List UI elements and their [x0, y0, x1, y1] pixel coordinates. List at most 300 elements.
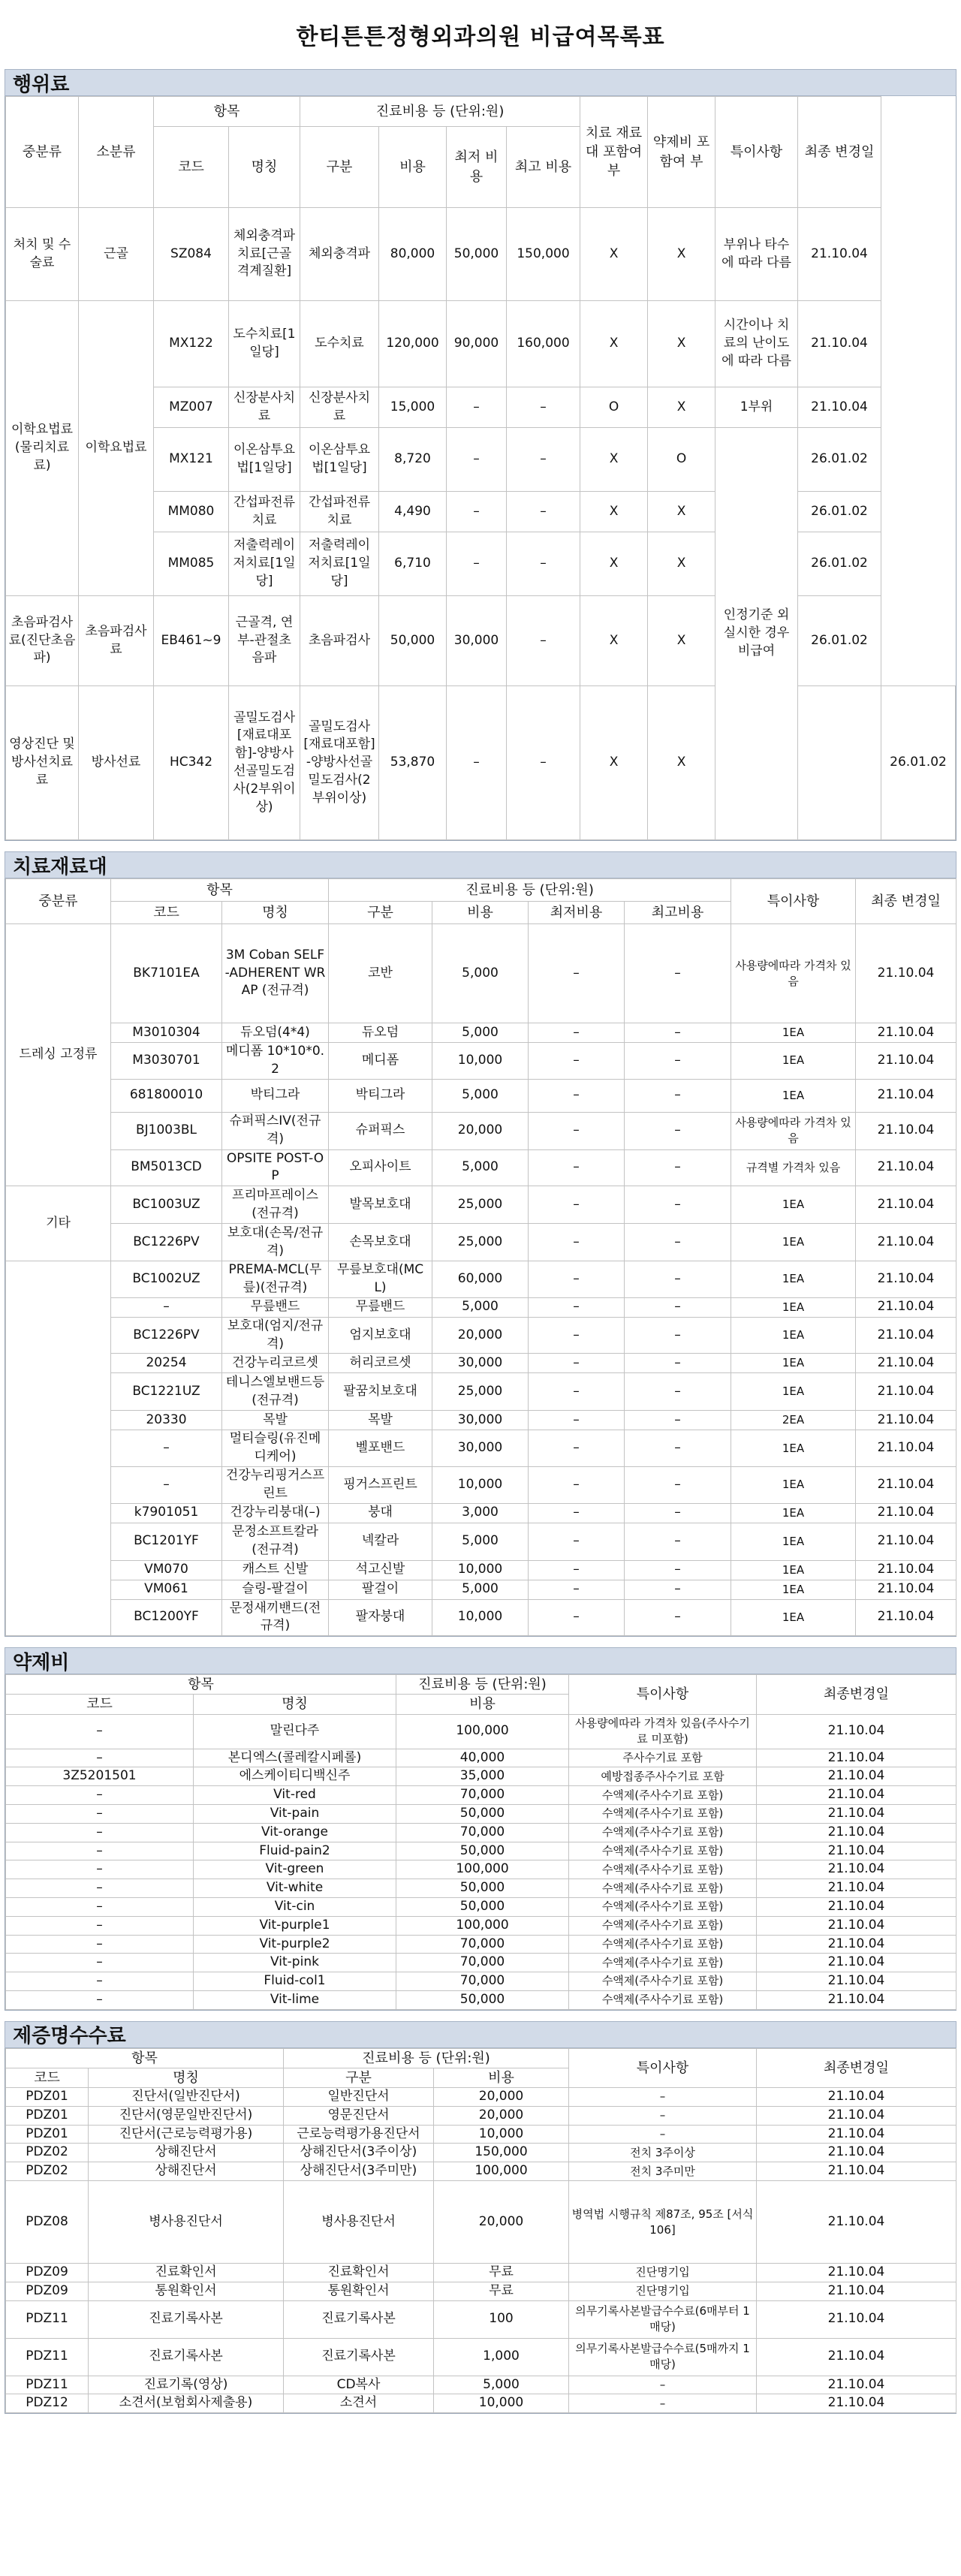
updated-cell: 21.10.04	[757, 2376, 956, 2394]
note-cell: 1EA	[731, 1373, 856, 1411]
note-cell: 1EA	[731, 1523, 856, 1560]
updated-cell: 21.10.04	[757, 1916, 956, 1935]
updated-cell: 21.10.04	[856, 1354, 956, 1373]
mat-cell: X	[580, 686, 648, 840]
header-cost: 진료비용 등 (단위:원)	[300, 97, 580, 127]
note-cell: 1EA	[731, 1354, 856, 1373]
price-cell: 80,000	[379, 208, 447, 301]
div-cell: 허리코르셋	[329, 1354, 432, 1373]
updated-cell: 21.10.04	[856, 1043, 956, 1080]
note-cell: 1EA	[731, 1297, 856, 1317]
note-cell: 수액제(주사수기료 포함)	[569, 1786, 757, 1805]
code-cell: –	[6, 1823, 194, 1842]
name-cell: Vit-cin	[194, 1897, 396, 1916]
drug-cell: X	[648, 301, 715, 387]
div-cell: 무릎보호대(MCL)	[329, 1261, 432, 1298]
note-cell: –	[569, 2376, 757, 2394]
price-cell: 150,000	[434, 2144, 569, 2162]
code-cell: PDZ01	[6, 2125, 89, 2144]
table-row	[6, 1804, 956, 1823]
header-updated: 최종 변경일	[798, 97, 881, 208]
table-row	[6, 2282, 956, 2300]
code-cell: PDZ11	[6, 2300, 89, 2338]
code-cell: –	[6, 1990, 194, 2009]
name-cell: 진료기록(영상)	[89, 2376, 284, 2394]
name-cell: 진단서(근로능력평가용)	[89, 2125, 284, 2144]
name-cell: 진료기록사본	[89, 2300, 284, 2338]
max-cell: –	[625, 1599, 731, 1636]
code-cell: MX122	[154, 301, 229, 387]
table-row	[6, 1043, 956, 1080]
code-cell: –	[6, 1897, 194, 1916]
code-cell: PDZ11	[6, 2376, 89, 2394]
table-row	[6, 1112, 956, 1149]
table-row	[6, 1897, 956, 1916]
table-row	[6, 1317, 956, 1354]
note-cell: 시간이나 치료의 난이도에 따라 다름	[715, 301, 798, 387]
updated-cell: 21.10.04	[757, 1842, 956, 1860]
note-cell: 사용량에따라 가격차 있음	[731, 1112, 856, 1149]
mat-cell: X	[580, 301, 648, 387]
code-cell: 20254	[111, 1354, 222, 1373]
code-cell: PDZ12	[6, 2394, 89, 2413]
header-min: 최저비용	[529, 902, 625, 924]
div-cell: 넥칼라	[329, 1523, 432, 1560]
price-cell: 10,000	[432, 1599, 529, 1636]
note-cell: 사용량에따라 가격차 있음(주사수기료 미포함)	[569, 1714, 757, 1749]
mat-cell: O	[580, 387, 648, 428]
name-cell: Vit-purple2	[194, 1935, 396, 1954]
price-cell: 무료	[434, 2264, 569, 2282]
max-cell: –	[625, 1523, 731, 1560]
div-cell: 발목보호대	[329, 1186, 432, 1224]
header-major: 중분류	[6, 97, 79, 208]
max-cell: –	[507, 428, 580, 492]
group-cell: 드레싱 고정류	[6, 924, 111, 1186]
code-cell: –	[6, 1714, 194, 1749]
name-cell: Vit-pink	[194, 1954, 396, 1972]
header-code: 코드	[6, 2068, 89, 2087]
header-price: 비용	[434, 2068, 569, 2087]
name-cell: 신장분사치료	[229, 387, 300, 428]
table-row	[6, 2376, 956, 2394]
code-cell: M3030701	[111, 1043, 222, 1080]
updated-cell: 21.10.04	[856, 1430, 956, 1467]
name-cell: 프리마프레이스(전규격)	[222, 1186, 329, 1224]
code-cell: –	[6, 1860, 194, 1879]
table-row	[6, 1714, 956, 1749]
drugs-table	[5, 1674, 956, 2010]
note-cell: 인정기준 외 실시한 경우 비급여	[715, 428, 798, 840]
code-cell: –	[6, 1786, 194, 1805]
updated-cell: 21.10.04	[757, 1972, 956, 1991]
price-cell: 10,000	[434, 2394, 569, 2413]
name-cell: 상해진단서	[89, 2162, 284, 2181]
name-cell: 캐스트 신발	[222, 1560, 329, 1580]
header-updated: 최종변경일	[757, 2048, 956, 2087]
updated-cell: 21.10.04	[757, 2282, 956, 2300]
name-cell: 문정새끼밴드(전규격)	[222, 1599, 329, 1636]
div-cell: 진료확인서	[284, 2264, 434, 2282]
updated-cell: 21.10.04	[856, 1224, 956, 1261]
note-cell: 예방접종주사수기료 포함	[569, 1767, 757, 1786]
note-cell: 1EA	[731, 1043, 856, 1080]
header-cost: 진료비용 등 (단위:원)	[329, 879, 731, 902]
div-cell: 도수치료	[300, 301, 379, 387]
name-cell: 보호대(엄지/전규격)	[222, 1317, 329, 1354]
section-title-certificates: 제증명수수료	[5, 2021, 956, 2048]
price-cell: 4,490	[379, 492, 447, 532]
name-cell: Vit-green	[194, 1860, 396, 1879]
name-cell: 박티그라	[222, 1079, 329, 1112]
price-cell: 50,000	[379, 596, 447, 686]
header-div: 구분	[284, 2068, 434, 2087]
div-cell: 상해진단서(3주이상)	[284, 2144, 434, 2162]
updated-cell: 21.10.04	[856, 1466, 956, 1503]
code-cell: BC1003UZ	[111, 1186, 222, 1224]
code-cell: –	[6, 1916, 194, 1935]
name-cell: 진단서(영문일반진단서)	[89, 2106, 284, 2125]
price-cell: 20,000	[432, 1317, 529, 1354]
code-cell: –	[111, 1297, 222, 1317]
table-row	[6, 1079, 956, 1112]
div-cell: 석고신발	[329, 1560, 432, 1580]
drugs-table-wrap	[5, 1674, 956, 2011]
div-cell: 엄지보호대	[329, 1317, 432, 1354]
minor-cell: 근골	[79, 208, 154, 301]
name-cell: 슈퍼픽스IV(전규격)	[222, 1112, 329, 1149]
note-cell: 1EA	[731, 1261, 856, 1298]
code-cell: PDZ01	[6, 2088, 89, 2107]
max-cell: –	[625, 1317, 731, 1354]
price-cell: 5,000	[432, 1079, 529, 1112]
note-cell: 수액제(주사수기료 포함)	[569, 1823, 757, 1842]
min-cell: –	[529, 1599, 625, 1636]
name-cell: 소견서(보험회사제출용)	[89, 2394, 284, 2413]
div-cell: 간섭파전류치료	[300, 492, 379, 532]
code-cell: BC1221UZ	[111, 1373, 222, 1411]
div-cell: 병사용진단서	[284, 2181, 434, 2264]
header-min: 최저 비용	[447, 127, 507, 208]
div-cell: 핑거스프린트	[329, 1466, 432, 1503]
table-row	[6, 1503, 956, 1523]
note-cell: –	[569, 2394, 757, 2413]
min-cell: 30,000	[447, 596, 507, 686]
code-cell: VM061	[111, 1580, 222, 1599]
max-cell: –	[507, 492, 580, 532]
code-cell: MX121	[154, 428, 229, 492]
updated-cell: 21.10.04	[757, 2338, 956, 2376]
header-max: 최고 비용	[507, 127, 580, 208]
section-title-procedure: 행위료	[5, 69, 956, 96]
mat-cell: X	[580, 596, 648, 686]
code-cell: BM5013CD	[111, 1149, 222, 1186]
updated-cell: 21.10.04	[856, 1373, 956, 1411]
name-cell: 메디폼 10*10*0.2	[222, 1043, 329, 1080]
code-cell: MM085	[154, 532, 229, 596]
table-row	[6, 924, 956, 1023]
updated-cell: 21.10.04	[757, 1879, 956, 1898]
table-row	[6, 1916, 956, 1935]
table-row	[6, 1823, 956, 1842]
code-cell: MZ007	[154, 387, 229, 428]
note-cell: 부위나 타수에 따라 다름	[715, 208, 798, 301]
note-cell: 1EA	[731, 1466, 856, 1503]
mat-cell: X	[580, 492, 648, 532]
max-cell: –	[507, 596, 580, 686]
code-cell: PDZ02	[6, 2144, 89, 2162]
table-row	[6, 1354, 956, 1373]
min-cell: –	[529, 1112, 625, 1149]
price-cell: 5,000	[432, 1149, 529, 1186]
name-cell: 병사용진단서	[89, 2181, 284, 2264]
div-cell: 팔꿈치보호대	[329, 1373, 432, 1411]
table-row	[6, 2264, 956, 2282]
div-cell: 목발	[329, 1411, 432, 1430]
min-cell: –	[529, 1224, 625, 1261]
min-cell: –	[529, 1580, 625, 1599]
max-cell: 160,000	[507, 301, 580, 387]
note-cell	[798, 686, 881, 840]
name-cell: Vit-purple1	[194, 1916, 396, 1935]
table-row	[6, 2338, 956, 2376]
updated-cell: 21.10.04	[798, 208, 881, 301]
updated-cell: 21.10.04	[856, 1411, 956, 1430]
min-cell: –	[529, 1261, 625, 1298]
price-cell: 6,710	[379, 532, 447, 596]
div-cell: 손목보호대	[329, 1224, 432, 1261]
mat-cell: X	[580, 428, 648, 492]
min-cell: –	[447, 686, 507, 840]
name-cell: 멀티슬링(유진메디케어)	[222, 1430, 329, 1467]
table-row	[6, 1411, 956, 1430]
price-cell: 30,000	[432, 1430, 529, 1467]
updated-cell: 21.10.04	[757, 2144, 956, 2162]
min-cell: –	[529, 1354, 625, 1373]
drug-cell: X	[648, 492, 715, 532]
div-cell: 붕대	[329, 1503, 432, 1523]
name-cell: 진료기록사본	[89, 2338, 284, 2376]
header-item: 항목	[111, 879, 329, 902]
price-cell: 5,000	[432, 1523, 529, 1560]
name-cell: Fluid-pain2	[194, 1842, 396, 1860]
updated-cell: 21.10.04	[757, 1786, 956, 1805]
min-cell: –	[529, 1186, 625, 1224]
header-note: 특이사항	[715, 97, 798, 208]
code-cell: EB461~9	[154, 596, 229, 686]
updated-cell: 21.10.04	[757, 2162, 956, 2181]
updated-cell: 21.10.04	[856, 1599, 956, 1636]
price-cell: 5,000	[432, 1023, 529, 1043]
header-max: 최고비용	[625, 902, 731, 924]
updated-cell: 21.10.04	[757, 1804, 956, 1823]
drug-cell: X	[648, 387, 715, 428]
table-row	[6, 1297, 956, 1317]
min-cell: –	[529, 1373, 625, 1411]
header-name: 명칭	[89, 2068, 284, 2087]
price-cell: 120,000	[379, 301, 447, 387]
name-cell: 이온삼투요법[1일당]	[229, 428, 300, 492]
price-cell: 25,000	[432, 1373, 529, 1411]
name-cell: 상해진단서	[89, 2144, 284, 2162]
name-cell: 골밀도검사[재료대포함]-양방사선골밀도검사(2부위이상)	[229, 686, 300, 840]
updated-cell: 21.10.04	[798, 301, 881, 387]
table-row	[6, 2125, 956, 2144]
table-row	[6, 208, 956, 301]
div-cell: 듀오덤	[329, 1023, 432, 1043]
code-cell: BC1201YF	[111, 1523, 222, 1560]
note-cell: 수액제(주사수기료 포함)	[569, 1972, 757, 1991]
note-cell: 진단명기입	[569, 2264, 757, 2282]
updated-cell: 21.10.04	[856, 1149, 956, 1186]
max-cell: –	[625, 1149, 731, 1186]
div-cell: 일반진단서	[284, 2088, 434, 2107]
drug-cell: X	[648, 686, 715, 840]
updated-cell: 21.10.04	[856, 1317, 956, 1354]
header-price: 비용	[432, 902, 529, 924]
note-cell: 수액제(주사수기료 포함)	[569, 1935, 757, 1954]
page-title: 한티튼튼정형외과의원 비급여목록표	[296, 24, 665, 50]
code-cell: SZ084	[154, 208, 229, 301]
header-note: 특이사항	[731, 879, 856, 924]
max-cell: –	[625, 924, 731, 1023]
name-cell: 건강누리코르셋	[222, 1354, 329, 1373]
note-cell: 수액제(주사수기료 포함)	[569, 1842, 757, 1860]
name-cell: 테니스엘보밴드등(전규격)	[222, 1373, 329, 1411]
min-cell: –	[447, 492, 507, 532]
updated-cell: 21.10.04	[757, 1860, 956, 1879]
code-cell: BK7101EA	[111, 924, 222, 1023]
min-cell: –	[529, 1523, 625, 1560]
price-cell: 100	[434, 2300, 569, 2338]
price-cell: 30,000	[432, 1411, 529, 1430]
materials-table	[5, 878, 956, 1636]
name-cell: 저출력레이저치료[1일당]	[229, 532, 300, 596]
updated-cell: 21.10.04	[757, 1990, 956, 2009]
code-cell: –	[6, 1879, 194, 1898]
code-cell: 681800010	[111, 1079, 222, 1112]
note-cell: 규격별 가격차 있음	[731, 1149, 856, 1186]
price-cell: 35,000	[396, 1767, 569, 1786]
name-cell: 본디엑스(콜레칼시페롤)	[194, 1749, 396, 1767]
note-cell: 1EA	[731, 1599, 856, 1636]
note-cell: 수액제(주사수기료 포함)	[569, 1990, 757, 2009]
code-cell: 3Z5201501	[6, 1767, 194, 1786]
min-cell: –	[447, 532, 507, 596]
certificates-table	[5, 2048, 956, 2414]
updated-cell: 21.10.04	[757, 1749, 956, 1767]
minor-cell: 초음파검사료	[79, 596, 154, 686]
updated-cell: 21.10.04	[757, 1954, 956, 1972]
note-cell: 1부위	[715, 387, 798, 428]
group-cell: 기타	[6, 1186, 111, 1261]
div-cell: 진료기록사본	[284, 2300, 434, 2338]
table-row	[6, 596, 956, 686]
updated-cell: 21.10.04	[856, 1297, 956, 1317]
max-cell: –	[625, 1354, 731, 1373]
div-cell: 메디폼	[329, 1043, 432, 1080]
price-cell: 20,000	[434, 2088, 569, 2107]
max-cell: –	[507, 686, 580, 840]
min-cell: 50,000	[447, 208, 507, 301]
div-cell: 팔자붕대	[329, 1599, 432, 1636]
price-cell: 10,000	[432, 1560, 529, 1580]
table-row	[6, 1224, 956, 1261]
code-cell: VM070	[111, 1560, 222, 1580]
price-cell: 70,000	[396, 1954, 569, 1972]
code-cell: –	[6, 1972, 194, 1991]
code-cell: PDZ08	[6, 2181, 89, 2264]
div-cell: CD복사	[284, 2376, 434, 2394]
note-cell: 수액제(주사수기료 포함)	[569, 1860, 757, 1879]
price-cell: 20,000	[432, 1112, 529, 1149]
table-row	[6, 2162, 956, 2181]
header-note: 특이사항	[569, 1675, 757, 1714]
note-cell: 의무기록사본발급수수료(6매부터 1매당)	[569, 2300, 757, 2338]
updated-cell: 21.10.04	[798, 387, 881, 428]
name-cell: 보호대(손목/전규격)	[222, 1224, 329, 1261]
header-item: 항목	[6, 1675, 396, 1695]
div-cell: 초음파검사	[300, 596, 379, 686]
drug-cell: X	[648, 208, 715, 301]
name-cell: 간섭파전류치료	[229, 492, 300, 532]
table-row	[6, 1749, 956, 1767]
price-cell: 70,000	[396, 1823, 569, 1842]
updated-cell: 21.10.04	[757, 2125, 956, 2144]
drug-cell: X	[648, 596, 715, 686]
name-cell: 듀오덤(4*4)	[222, 1023, 329, 1043]
div-cell: 상해진단서(3주미만)	[284, 2162, 434, 2181]
max-cell: –	[625, 1580, 731, 1599]
header-cost: 진료비용 등 (단위:원)	[284, 2048, 569, 2068]
max-cell: 150,000	[507, 208, 580, 301]
price-cell: 53,870	[379, 686, 447, 840]
name-cell: 목발	[222, 1411, 329, 1430]
updated-cell: 21.10.04	[757, 1823, 956, 1842]
note-cell: 주사수기료 포함	[569, 1749, 757, 1767]
max-cell: –	[625, 1023, 731, 1043]
table-row	[6, 2181, 956, 2264]
header-name: 명칭	[229, 127, 300, 208]
code-cell: –	[6, 1749, 194, 1767]
updated-cell: 26.01.02	[798, 596, 881, 686]
max-cell: –	[625, 1261, 731, 1298]
min-cell: –	[529, 1466, 625, 1503]
code-cell: –	[6, 1935, 194, 1954]
price-cell: 50,000	[396, 1879, 569, 1898]
name-cell: 문정소프트칼라(전규격)	[222, 1523, 329, 1560]
updated-cell: 21.10.04	[856, 1112, 956, 1149]
note-cell: 병역법 시행규칙 제87조, 95조 [서식 106]	[569, 2181, 757, 2264]
min-cell: –	[529, 1560, 625, 1580]
code-cell: –	[111, 1466, 222, 1503]
div-cell: 오피사이트	[329, 1149, 432, 1186]
min-cell: –	[529, 1079, 625, 1112]
code-cell: –	[111, 1430, 222, 1467]
name-cell: Vit-white	[194, 1879, 396, 1898]
max-cell: –	[507, 387, 580, 428]
name-cell: 근골격, 연부-관절초음파	[229, 596, 300, 686]
table-row	[6, 1149, 956, 1186]
updated-cell: 21.10.04	[856, 1580, 956, 1599]
note-cell: 의무기록사본발급수수료(5매까지 1매당)	[569, 2338, 757, 2376]
code-cell: M3010304	[111, 1023, 222, 1043]
code-cell: –	[6, 1954, 194, 1972]
div-cell: 영문진단서	[284, 2106, 434, 2125]
note-cell: 1EA	[731, 1079, 856, 1112]
procedure-table	[5, 96, 956, 840]
min-cell: –	[529, 1043, 625, 1080]
